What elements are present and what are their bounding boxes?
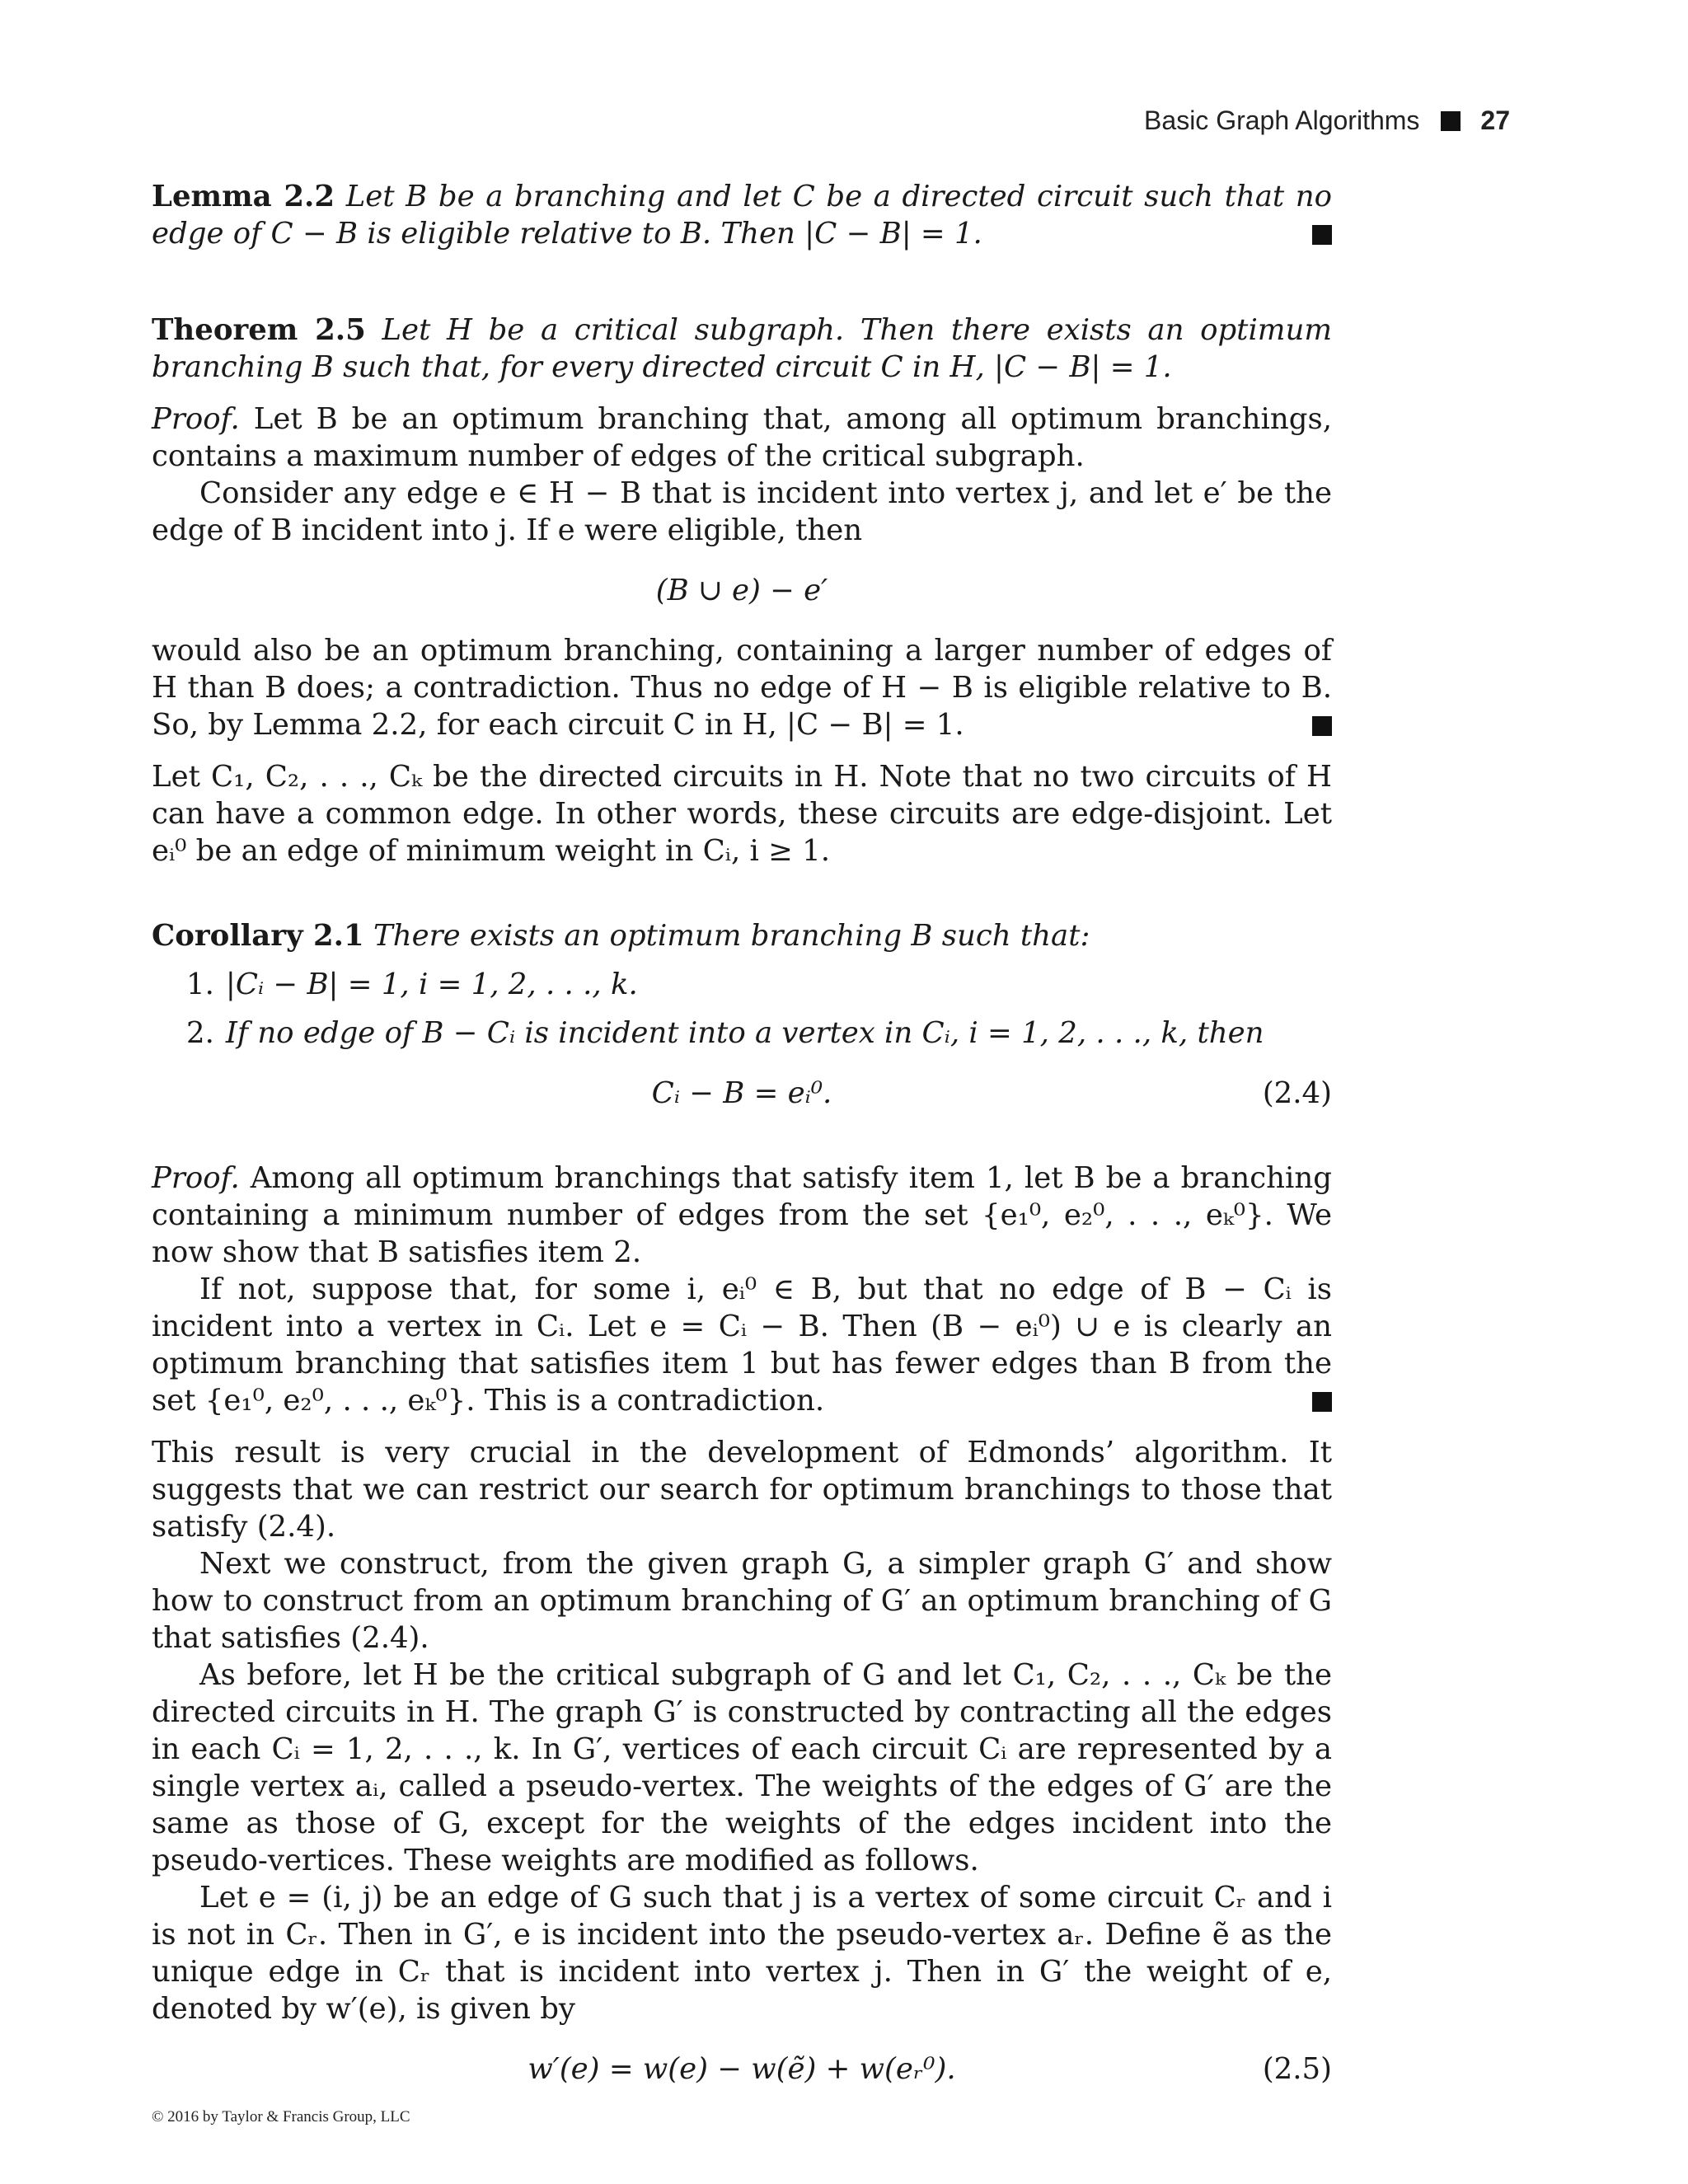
equation-2-5-text: w′(e) = w(e) − w(ẽ) + w(eᵣ⁰).	[528, 2052, 956, 2086]
end-of-proof-2-icon	[1312, 1392, 1332, 1412]
end-of-lemma-icon	[1312, 225, 1332, 245]
theorem-2-5	[152, 312, 1332, 386]
corollary-intro: There exists an optimum branching B such that:	[373, 919, 1090, 953]
equation-branch-exchange	[152, 572, 1332, 609]
equation-2-4-number: (2.4)	[1262, 1076, 1332, 1110]
corollary-2-1	[152, 917, 1332, 954]
corollary-item-2-number: 2.	[186, 1016, 214, 1050]
corollary-item-1-text: |Cᵢ − B| = 1, i = 1, 2, . . ., k.	[225, 968, 638, 1001]
equation-branch-exchange-text: (B ∪ e) − e′	[655, 574, 828, 607]
proof-2-text-1: Among all optimum branchings that satisfy item 1, let B be a branching containing a minimum number of edges from the set {e₁⁰, e₂⁰, . . ., eₖ⁰}. We now show that B satisfies item 2.	[152, 1161, 1332, 1269]
lemma-label: Lemma 2.2	[152, 180, 335, 213]
copyright-footer: © 2016 by Taylor & Francis Group, LLC	[152, 2108, 410, 2125]
corollary-label: Corollary 2.1	[152, 919, 364, 953]
page-body	[152, 178, 1332, 2111]
proof-1-paragraph-1	[152, 401, 1332, 475]
corollary-item-1	[186, 966, 1332, 1003]
proof-1-paragraph-3	[152, 632, 1332, 743]
equation-2-4-text: Cᵢ − B = eᵢ⁰.	[651, 1076, 832, 1110]
theorem-text: Let H be a critical subgraph. Then there exists an optimum branching B such that, for every directed circuit C in H, |C − B| = 1.	[152, 313, 1332, 384]
proof-1-text-1: Let B be an optimum branching that, among all optimum branchings, contains a maximum number of edges of the critical subgraph.	[152, 402, 1332, 473]
running-title: Basic Graph Algorithms	[1144, 105, 1420, 135]
theorem-label: Theorem 2.5	[152, 313, 366, 347]
proof-1-paragraph-2: Consider any edge e ∈ H − B that is incident into vertex j, and let e′ be the edge of B incident into j. If e were eligible, then	[152, 476, 1332, 547]
corollary-item-2	[186, 1015, 1332, 1052]
paragraph-crucial: This result is very crucial in the development of Edmonds’ algorithm. It suggests that we can restrict our search for optimum branchings to those that satisfy (2.4).	[152, 1436, 1332, 1544]
paragraph-let-edge: Let e = (i, j) be an edge of G such that j is a vertex of some circuit Cᵣ and i is not in Cᵣ. Then in G′, e is incident into the pseudo-vertex aᵣ. Define ẽ as the unique edge in Cᵣ that is incident into vertex j. Then in G′ the weight of e, denoted by w′(e), is given by	[152, 1881, 1332, 2026]
paragraph-as-before: As before, let H be the critical subgraph of G and let C₁, C₂, . . ., Cₖ be the directed circuits in H. The graph G′ is constructed by contracting all the edges in each Cᵢ = 1, 2, . . ., k. In G′, vertices of each circuit Cᵢ are represented by a single vertex aᵢ, called a pseudo-vertex. The weights of the edges of G′ are the same as those of G, except for the weights of the edges incident into the pseudo-vertices. These weights are modified as follows.	[152, 1658, 1332, 1877]
equation-2-5	[152, 2050, 1332, 2088]
corollary-item-2-text: If no edge of B − Cᵢ is incident into a vertex in Cᵢ, i = 1, 2, . . ., k, then	[225, 1016, 1264, 1050]
proof-2-paragraph-1	[152, 1160, 1332, 1271]
page-number: 27	[1480, 105, 1510, 135]
equation-2-4	[152, 1075, 1332, 1112]
corollary-item-1-number: 1.	[186, 968, 214, 1001]
proof-1-text-3: would also be an optimum branching, containing a larger number of edges of H than B does; a contradiction. Thus no edge of H − B is eligible relative to B. So, by Lemma 2.2, for each circuit C in H, |C − B| = 1.	[152, 634, 1332, 742]
equation-2-5-number: (2.5)	[1262, 2052, 1332, 2086]
proof-2-paragraph-2	[152, 1271, 1332, 1419]
paragraph-next: Next we construct, from the given graph G, a simpler graph G′ and show how to construct from an optimum branching of G′ an optimum branching of G that satisfies (2.4).	[152, 1547, 1332, 1655]
proof-2-text-2: If not, suppose that, for some i, eᵢ⁰ ∈ B, but that no edge of B − Cᵢ is incident into a vertex in Cᵢ. Let e = Cᵢ − B. Then (B − eᵢ⁰) ∪ e is clearly an optimum branching that satisfies item 1 but has fewer edges than B from the set {e₁⁰, e₂⁰, . . ., eₖ⁰}. This is a contradiction.	[152, 1272, 1332, 1418]
header-square-icon	[1441, 111, 1461, 131]
proof-1-label: Proof.	[152, 402, 240, 436]
paragraph-circuits: Let C₁, C₂, . . ., Cₖ be the directed circuits in H. Note that no two circuits of H can have a common edge. In other words, these circuits are edge-disjoint. Let eᵢ⁰ be an edge of minimum weight in Cᵢ, i ≥ 1.	[152, 760, 1332, 868]
running-header	[1144, 105, 1510, 136]
proof-2-label: Proof.	[152, 1161, 240, 1195]
corollary-items	[152, 966, 1332, 1052]
lemma-text: Let B be a branching and let C be a directed circuit such that no edge of C − B is eligible relative to B. Then |C − B| = 1.	[152, 180, 1332, 251]
end-of-proof-1-icon	[1312, 716, 1332, 736]
lemma-2-2	[152, 178, 1332, 252]
